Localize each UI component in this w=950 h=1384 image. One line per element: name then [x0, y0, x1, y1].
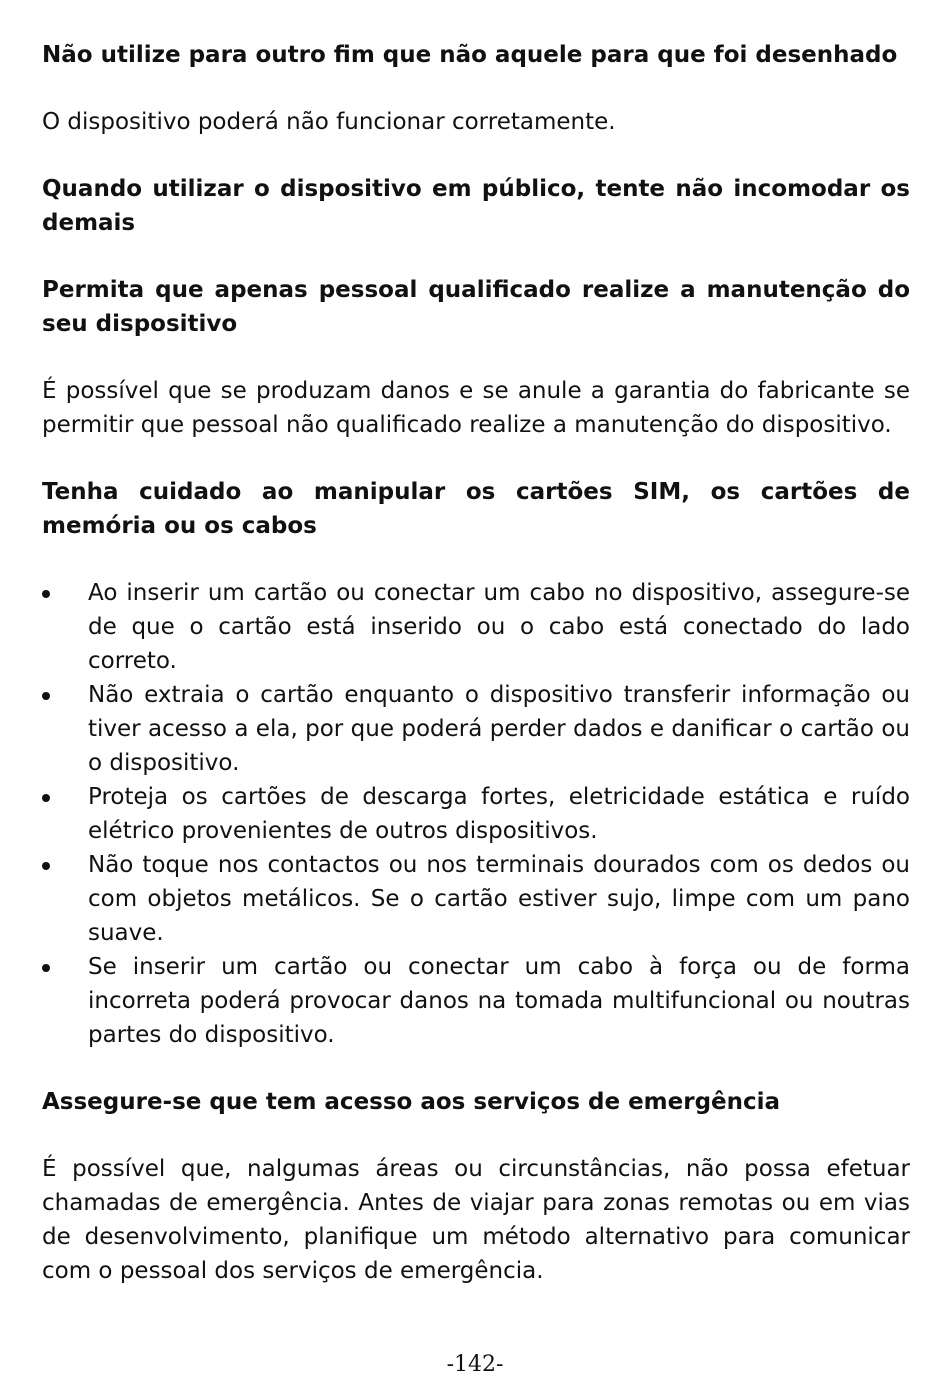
list-item-text: Não toque nos contactos ou nos terminais dourados com os dedos ou com objetos metálicos. Se o cartão estiver sujo, limpe com um pano suave.: [88, 852, 910, 946]
list-item: [42, 848, 910, 950]
section-heading-emergency: Assegure-se que tem acesso aos serviços de emergência: [42, 1089, 781, 1115]
list-item: [42, 678, 910, 780]
bullet-icon: [42, 964, 50, 972]
list-item-text: Não extraia o cartão enquanto o dispositivo transferir informação ou tiver acesso a ela, por que poderá perder dados e danificar o cartão ou o dispositivo.: [88, 682, 910, 776]
section-body-maintenance: É possível que se produzam danos e se anule a garantia do fabricante se permitir que pessoal não qualificado realize a manutenção do dispositivo.: [42, 378, 910, 438]
page-number: -142-: [446, 1352, 504, 1377]
section-heading-purpose: Não utilize para outro fim que não aquele para que foi desenhado: [42, 42, 898, 68]
list-item-text: Se inserir um cartão ou conectar um cabo à força ou de forma incorreta poderá provocar danos na tomada multifuncional ou noutras partes do dispositivo.: [88, 954, 910, 1048]
cards-bullet-list: [42, 576, 910, 1052]
list-item-text: Ao inserir um cartão ou conectar um cabo no dispositivo, assegure-se de que o cartão está inserido ou o cabo está conectado do lado correto.: [88, 580, 910, 674]
list-item: [42, 950, 910, 1052]
section-heading-cards: Tenha cuidado ao manipular os cartões SIM, os cartões de memória ou os cabos: [42, 479, 910, 539]
section-heading-public: Quando utilizar o dispositivo em público, tente não incomodar os demais: [42, 176, 910, 236]
bullet-icon: [42, 590, 50, 598]
document-page: [42, 38, 910, 1288]
bullet-icon: [42, 692, 50, 700]
bullet-icon: [42, 794, 50, 802]
bullet-icon: [42, 862, 50, 870]
section-body-purpose: O dispositivo poderá não funcionar corretamente.: [42, 109, 616, 135]
list-item: [42, 780, 910, 848]
list-item: [42, 576, 910, 678]
section-heading-maintenance: Permita que apenas pessoal qualificado realize a manutenção do seu dispositivo: [42, 277, 910, 337]
list-item-text: Proteja os cartões de descarga fortes, eletricidade estática e ruído elétrico provenientes de outros dispositivos.: [88, 784, 910, 844]
section-body-emergency: É possível que, nalgumas áreas ou circunstâncias, não possa efetuar chamadas de emergência. Antes de viajar para zonas remotas ou em vias de desenvolvimento, planifique um método alternativo para comunicar com o pessoal dos serviços de emergência.: [42, 1156, 910, 1284]
